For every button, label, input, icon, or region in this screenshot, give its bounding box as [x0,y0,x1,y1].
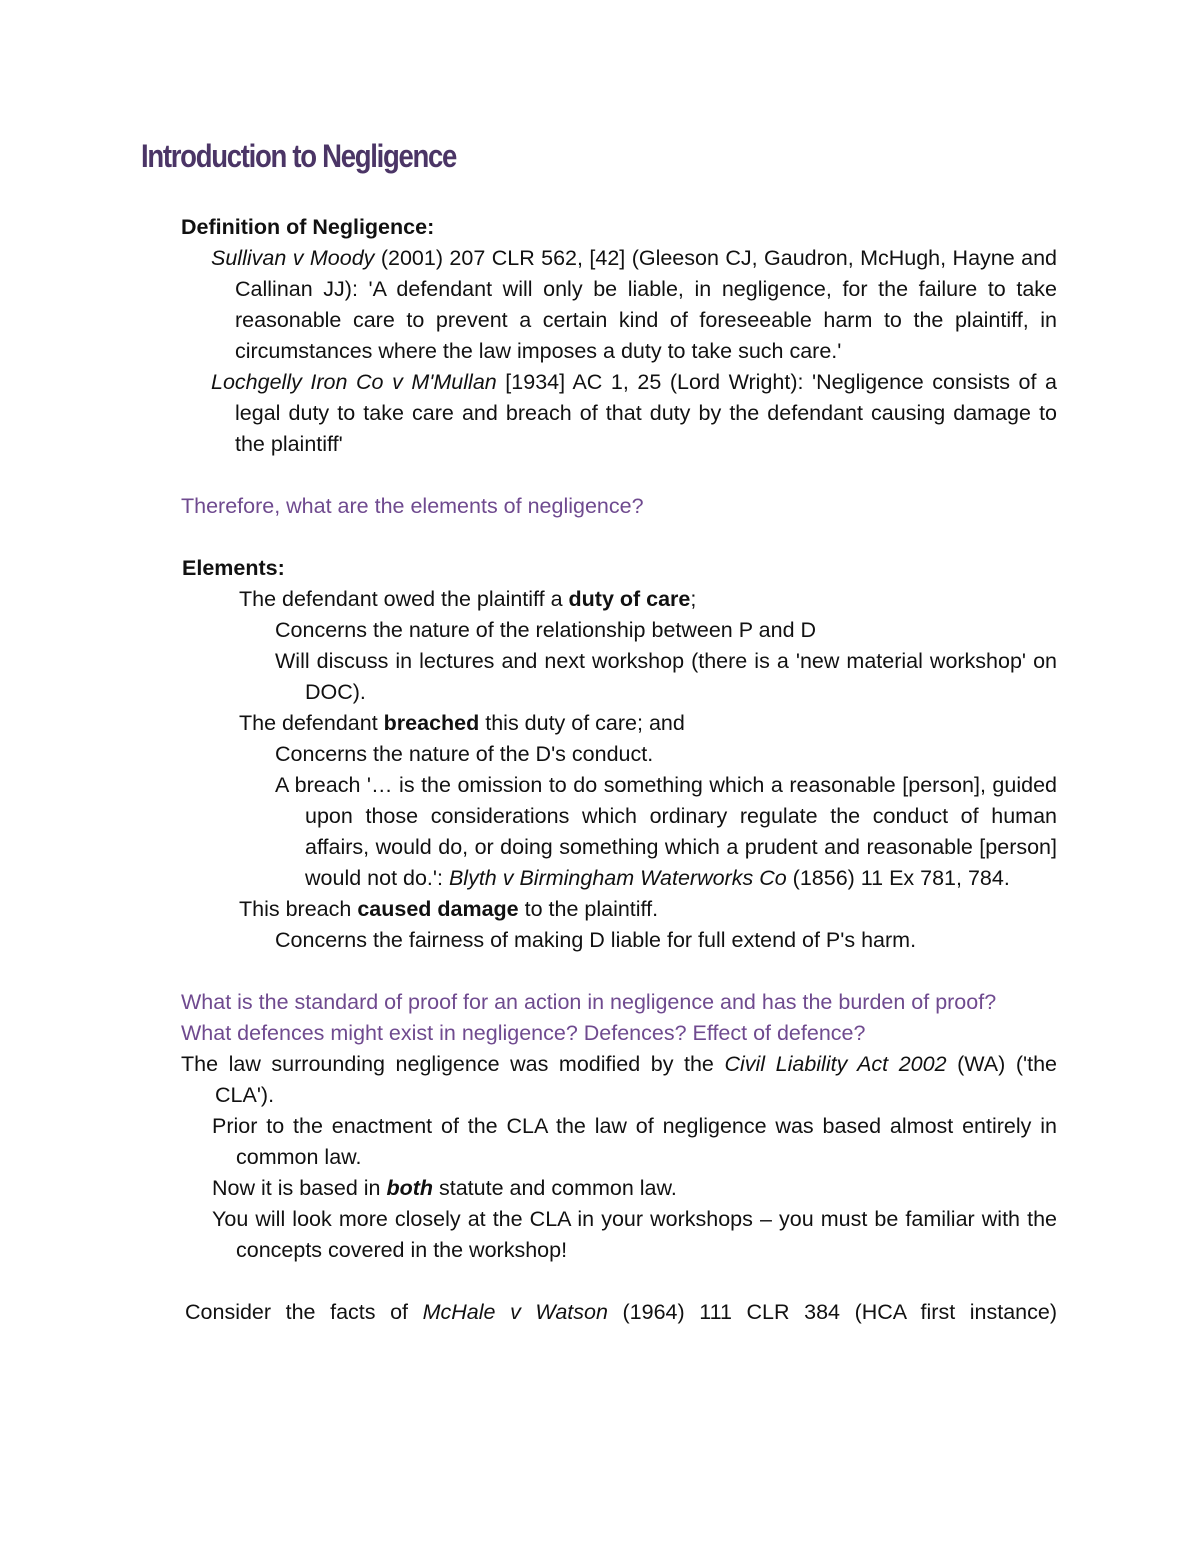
document-body [0,212,1200,1328]
element-duty-text: The defendant owed the plaintiff a [239,587,569,611]
cla-point-text-post: statute and common law. [433,1176,677,1200]
cla-point [212,1173,1200,1204]
definition-sullivan [211,243,1057,367]
definition-lochgelly [211,367,1057,460]
element-damage-bold: caused damage [357,897,519,921]
case-name: Blyth v Birmingham Waterworks Co [448,866,787,890]
element-breach-post: this duty of care; and [479,711,685,735]
element-duty [239,584,1200,615]
cla-point: Prior to the enactment of the CLA the law of negligence was based almost entirely in common law. [212,1114,1057,1169]
question-elements: Therefore, what are the elements of negligence? [181,494,644,518]
element-damage-post: to the plaintiff. [518,897,659,921]
act-name: Civil Liability Act 2002 [724,1052,947,1076]
case-name: Lochgelly Iron Co v M'Mullan [211,370,497,394]
element-duty-post: ; [690,587,697,611]
damage-subpoint: Concerns the fairness of making D liable for full extend of P's harm. [275,928,917,952]
cla-text: The law surrounding negligence was modified by the [181,1052,725,1076]
case-name: Sullivan v Moody [211,246,375,270]
cla-point-emphasis: both [386,1176,434,1200]
definition-text: [1934] AC 1, 25 (Lord Wright): 'Negligence consists of a legal duty to take care and breach of that duty by the defendant causing damage to the plaintiff' [235,370,1057,456]
element-damage-text: This breach [239,897,358,921]
case-name: McHale v Watson [422,1300,608,1324]
element-duty-bold: duty of care [568,587,691,611]
consider-text: Consider the facts of [185,1300,423,1324]
question-proof: What is the standard of proof for an action in negligence and has the burden of proof? [181,990,997,1014]
element-breach-text: The defendant [239,711,384,735]
cla-point: You will look more closely at the CLA in your workshops – you must be familiar with the concepts covered in the workshop! [212,1207,1057,1262]
cla-point-text: Now it is based in [212,1176,387,1200]
page-title: Introduction to Negligence [141,138,457,174]
consider-citation: (1964) 111 CLR 384 (HCA first instance) [607,1300,1058,1324]
elements-heading: Elements: [182,556,285,580]
case-citation: (1856) 11 Ex 781, 784. [786,866,1010,890]
consider-facts [185,1297,1057,1328]
duty-subpoint: Will discuss in lectures and next workshop (there is a 'new material workshop' on DOC). [275,649,1057,704]
question-defences: What defences might exist in negligence? Defences? Effect of defence? [181,1021,866,1045]
element-breach-bold: breached [383,711,480,735]
cla-text-post: (WA) ('the CLA'). [215,1052,1057,1107]
breach-quote: A breach '… is the omission to do something which a reasonable [person], guided upon those considerations which ordinary regulate the conduct of human affairs, would do, or doing something which a prudent and reasonable [person] would not do.': [275,773,1057,890]
breach-subpoint: Concerns the nature of the D's conduct. [275,742,654,766]
duty-subpoint: Concerns the nature of the relationship between P and D [275,618,817,642]
cla-intro [181,1049,1057,1111]
definition-text: (2001) 207 CLR 562, [42] (Gleeson CJ, Gaudron, McHugh, Hayne and Callinan JJ): 'A defendant will only be liable, in negligence, for the failure to take reasonable care to prevent a certain kind of foreseeable harm to the plaintiff, in circumstances where the law imposes a duty to take such care.' [235,246,1057,363]
element-breach [239,708,1200,739]
breach-subpoint-blyth [275,770,1057,894]
definition-heading: Definition of Negligence: [181,215,435,239]
element-damage [239,894,1200,925]
